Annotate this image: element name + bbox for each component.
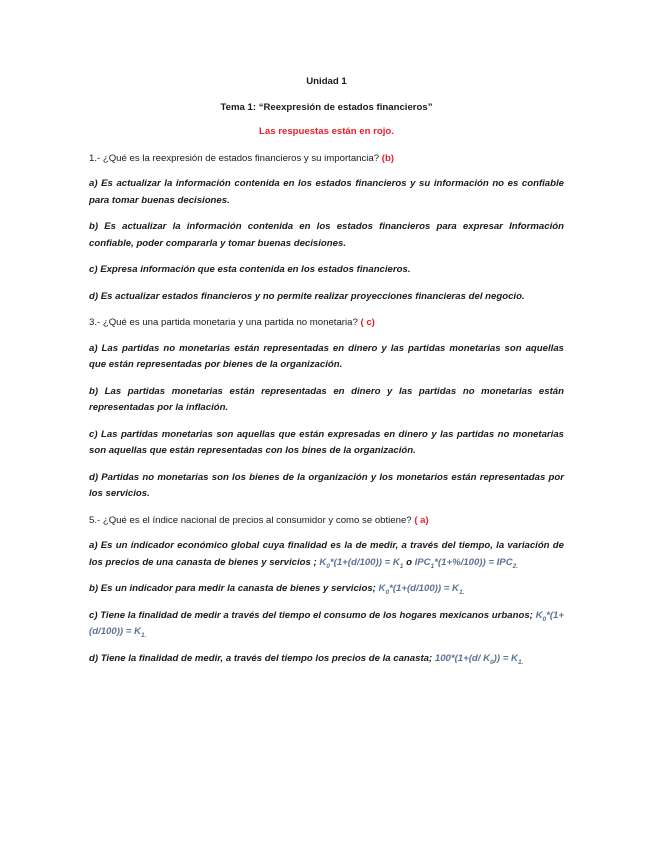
formula: $K_0*(1+(d/100)) = K_{1.}$ [89,609,564,639]
option-5b [89,581,564,598]
formula: $K_0*(1+(d/100)) = K_1$ [319,556,404,570]
option-5a [89,538,564,571]
formula: 100*(1+(d/ $K_0)) = K_{1.}$ [434,652,524,666]
option-3d: d) Partidas no monetarias son los bienes de la organización y los monetarios están representadas por los servicios. [89,471,564,499]
option-text: b) Es un indicador para medir la canasta de bienes y servicios; [89,583,376,594]
option-text: c) Tiene la finalidad de medir a través del tiempo el consumo de los hogares mexicanos urbanos; [89,609,533,621]
unit-heading: Unidad 1 [306,76,347,87]
formula-join: o [403,556,415,568]
option-1b: b) Es actualizar la información contenida en los estados financieros para expresar Información confiable, poder compararla y tomar buenas decisiones. [89,221,564,249]
question-3 [89,315,564,332]
answer-mark: ( a) [414,514,429,526]
document-content [89,74,564,677]
answers-note: Las respuestas están en rojo. [259,126,394,137]
question-text: 3.- ¿Qué es una partida monetaria y una partida no monetaria? [89,317,358,328]
question-text: 5.- ¿Qué es el índice nacional de precios al consumidor y como se obtiene? [89,514,412,526]
option-5d [89,651,564,668]
question-5 [89,513,564,530]
option-1c: c) Expresa información que esta contenida en los estados financieros. [89,264,411,275]
option-3c: c) Las partidas monetarias son aquellas que están expresadas en dinero y las partidas no monetarias son aquellas que están representadas con los bines de la organización. [89,428,564,456]
answer-mark: (b) [381,152,395,164]
option-1a: a) Es actualizar la información contenida en los estados financieros y su información no es confiable para tomar buenas decisiones. [89,178,564,206]
option-1d: d) Es actualizar estados financieros y no permite realizar proyecciones financieras del negocio. [89,290,525,302]
option-5c [89,608,564,641]
option-text: d) Tiene la finalidad de medir, a través del tiempo los precios de la canasta; [89,652,433,664]
formula: $IPC_1*(1+\%/100)) = IPC_{2.}$ [414,556,519,570]
option-3b: b) Las partidas monetarias están representadas en dinero y las partidas no monetarias están representadas por la inflación. [89,385,564,413]
question-text: 1.- ¿Qué es la reexpresión de estados financieros y su importancia? [89,152,380,164]
question-1 [89,151,564,168]
topic-heading: Tema 1: “Reexpresión de estados financieros” [220,101,433,113]
option-3a: a) Las partidas no monetarias están representadas en dinero y las partidas monetarias son aquellas que están representadas por bienes de la organización. [89,342,564,370]
answer-mark: ( c) [360,317,375,328]
formula: $K_0*(1+(d/100)) = K_{1.}$ [378,583,465,596]
option-text: a) Es un indicador económico global cuya finalidad es la de medir, a través del tiempo, la variación de los precios de una canasta de bienes y servicios ; [89,540,564,568]
